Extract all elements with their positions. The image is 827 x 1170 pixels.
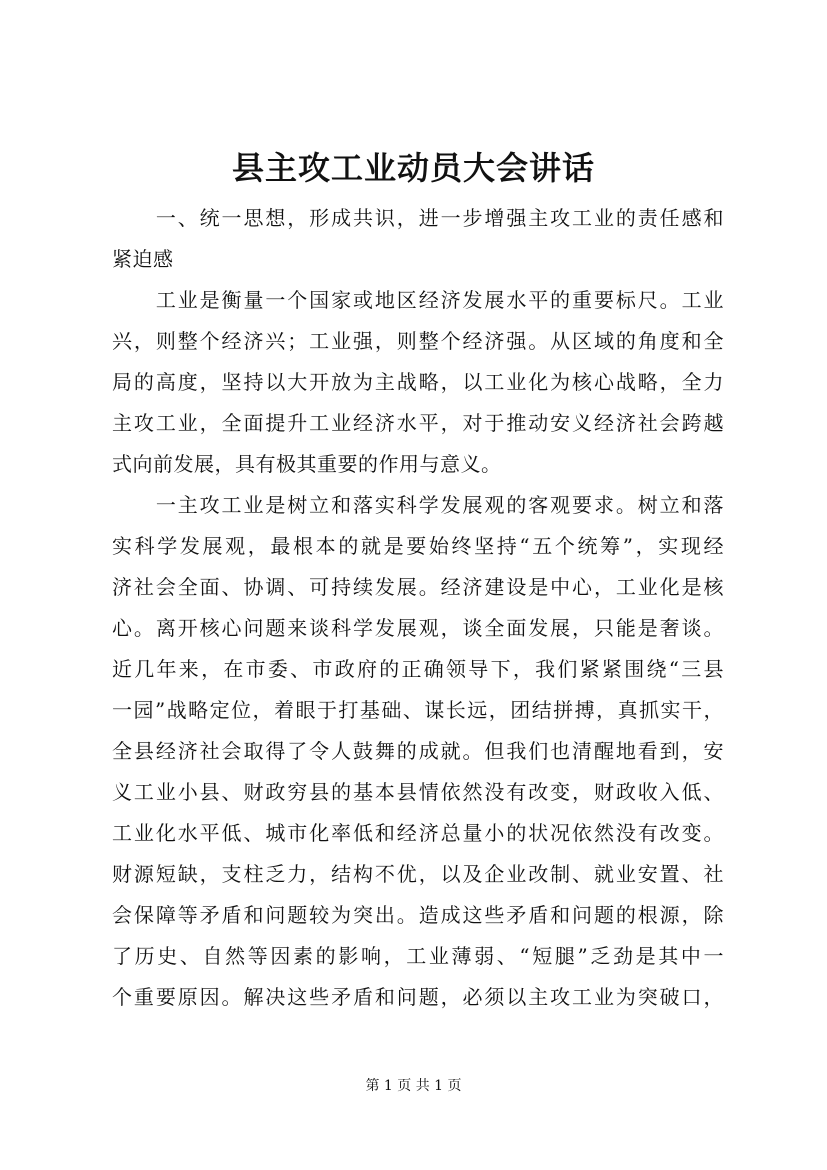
- document-body: [112, 198, 724, 1018]
- body-line-16: 工业化水平低、城市化率低和经济总量小的状况依然没有改变。: [112, 821, 724, 845]
- body-line-12: 近几年来，在市委、市政府的正确领导下，我们紧紧围绕“三县: [112, 657, 724, 681]
- body-line-17: 财源短缺，支柱乏力，结构不优，以及企业改制、就业安置、社: [112, 862, 724, 886]
- body-line-19: 了历史、自然等因素的影响，工业薄弱、“短腿”乏劲是其中一: [112, 944, 724, 968]
- body-line-1: 一、统一思想，形成共识，进一步增强主攻工业的责任感和: [112, 206, 724, 230]
- body-line-5: 局的高度，坚持以大开放为主战略，以工业化为核心战略，全力: [112, 370, 724, 394]
- body-line-6: 主攻工业，全面提升工业经济水平，对于推动安义经济社会跨越: [112, 411, 724, 435]
- body-line-9: 实科学发展观，最根本的就是要始终坚持“五个统筹”，实现经: [112, 534, 724, 558]
- document-title: 县主攻工业动员大会讲话: [231, 149, 595, 187]
- body-line-10: 济社会全面、协调、可持续发展。经济建设是中心，工业化是核: [112, 575, 724, 599]
- body-line-7: 式向前发展，具有极其重要的作用与意义。: [112, 452, 502, 476]
- body-line-13: 一园”战略定位，着眼于打基础、谋长远，团结拼搏，真抓实干，: [112, 698, 724, 722]
- body-line-14: 全县经济社会取得了令人鼓舞的成就。但我们也清醒地看到，安: [112, 739, 724, 763]
- body-line-3: 工业是衡量一个国家或地区经济发展水平的重要标尺。工业: [112, 288, 724, 312]
- body-line-18: 会保障等矛盾和问题较为突出。造成这些矛盾和问题的根源，除: [112, 903, 724, 927]
- body-line-4: 兴，则整个经济兴；工业强，则整个经济强。从区域的角度和全: [112, 329, 724, 353]
- body-line-2: 紧迫感: [112, 247, 174, 271]
- body-line-20: 个重要原因。解决这些矛盾和问题，必须以主攻工业为突破口，: [112, 985, 724, 1009]
- body-line-11: 心。离开核心问题来谈科学发展观，谈全面发展，只能是奢谈。: [112, 616, 724, 640]
- body-line-15: 义工业小县、财政穷县的基本县情依然没有改变，财政收入低、: [112, 780, 724, 804]
- page-footer: 第 1 页 共 1 页: [365, 1078, 462, 1094]
- body-line-8: 一主攻工业是树立和落实科学发展观的客观要求。树立和落: [112, 493, 724, 517]
